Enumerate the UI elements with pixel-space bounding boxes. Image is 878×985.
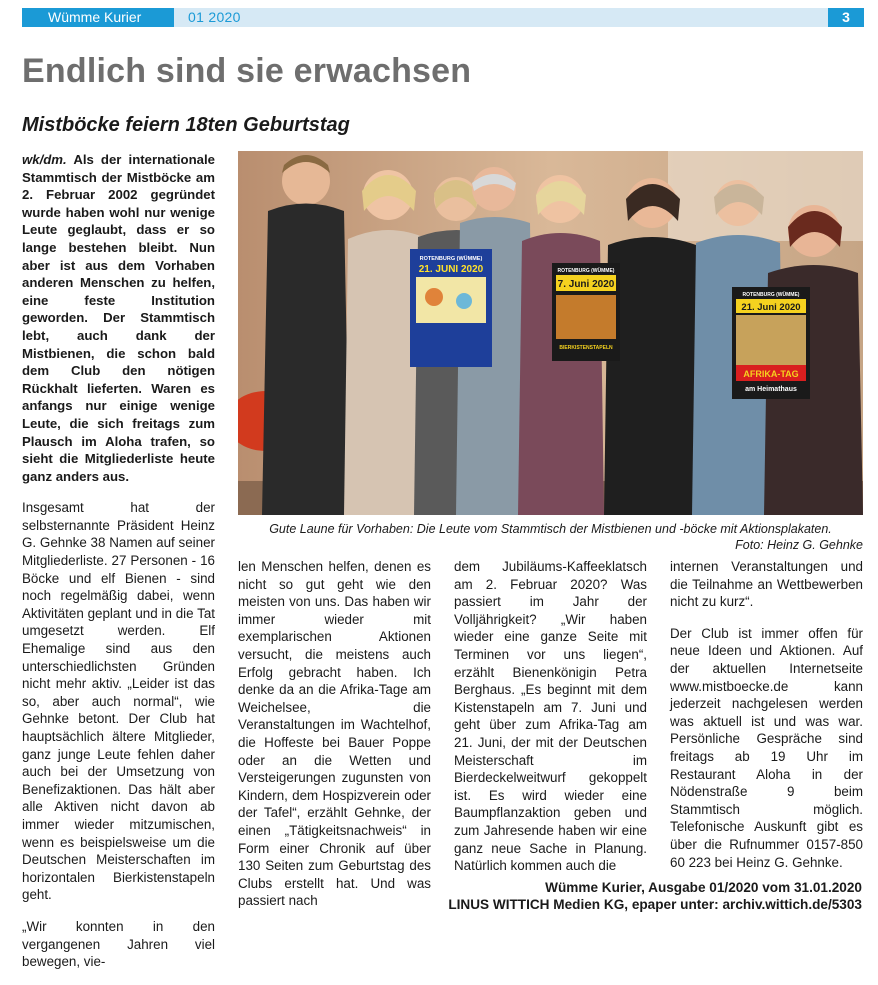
- poster-title: AFRIKA-TAG: [743, 369, 799, 379]
- article-column-1: [22, 151, 215, 985]
- body-paragraph: Insgesamt hat der selbsternannte Präsident Heinz G. Gehnke 38 Namen auf seiner Mitgliederliste. 27 Personen - 16 Böcke und elf Bienen - sind noch regelmäßig dabei, wenn Aktivitäten geplant und in die Tat umgesetzt werden. Elf Ehemalige sind aus den unterschiedlichsten Gründen nicht mehr aktiv. „Leider ist das so, aber auch normal“, wie Gehnke betont. Der Club hat hauptsächlich ältere Mitglieder, ganz junge Leute fehlen daher auch bei der Umsetzung von Benefizaktionen. Das hält aber alle Aktiven nicht davon ab immer wieder mitzumischen, wenn es beispielsweise um die Deutschen Meisterschaften im horizontalen Bierkistenstapeln geht.: [22, 500, 215, 903]
- source-line-2: LINUS WITTICH Medien KG, epaper unter: archiv.wittich.de/5303: [448, 897, 862, 912]
- poster-text: ROTENBURG (WÜMME): [557, 268, 615, 274]
- article-subheadline: Mistböcke feiern 18ten Geburtstag: [22, 114, 350, 136]
- person-figure: [262, 155, 350, 515]
- article-column-3: [454, 558, 647, 889]
- poster-date: 7. Juni 2020: [557, 279, 615, 290]
- photo-credit: Foto: Heinz G. Gehnke: [735, 538, 863, 552]
- byline: wk/dm.: [22, 152, 67, 167]
- body-paragraph: len Menschen helfen, denen es nicht so gut geht wie den meisten von uns. Das haben wir immer wieder mit exemplarischen Aktionen versucht, die meistens auch Erfolg gebracht haben. Ich denke da an die Afrika-Tage am Weichelsee, die Veranstaltungen im Wachtelhof, die Hoffeste bei Bauer Poppe oder an die Wetten und Versteigerungen zugunsten von Kindern, dem Hospizverein oder der Tafel“, erzählt Gehnke, der einen „Tätigkeitsnachweis“ in Form einer Chronik auf über 130 Seiten zum Geburtstag des Clubs erstellt hat. Und was passiert nach: [238, 559, 431, 909]
- article-column-4: [670, 558, 863, 885]
- event-poster-afrika-tag-left: [410, 249, 492, 367]
- poster-subtitle: am Heimathaus: [745, 386, 797, 393]
- event-poster-afrika-tag-right: [732, 287, 810, 399]
- body-paragraph: internen Veranstaltungen und die Teilnahme an Wettbewerben nicht zu kurz“.: [670, 559, 863, 610]
- body-paragraph: dem Jubiläums-Kaffeeklatsch am 2. Februar 2020? Was passiert im Jahr der Volljährigkeit? „Wir haben wieder eine ganze Seite mit Terminen vor uns liegen“, erzählt Bienenkönigin Petra Berghaus. „Es beginnt mit dem Kistenstapeln am 7. Juni und geht über zum Afrika-Tag am 21. Juni, der mit der Deutschen Meisterschaft im Bierdeckelweitwurf gekoppelt ist. Es wird wieder eine Baumpflanzaktion geben und zum Jahresende haben wir eine ganz neue Sache in Planung. Natürlich kommen auch die: [454, 559, 647, 874]
- poster-date: 21. Juni 2020: [741, 302, 801, 313]
- body-paragraph: Der Club ist immer offen für neue Ideen und Aktionen. Auf der aktuellen Internetseite www.mistboecke.de kann jederzeit nachgelesen werden was aktuell ist und was war. Persönliche Gespräche sind freitags ab 19 Uhr im Restaurant Aloha in der Nödenstraße 9 beim Stammtisch möglich. Telefonische Auskunft gibt es über die Rufnummer 0157-850 60 223 bei Heinz G. Gehnke.: [670, 625, 863, 870]
- publication-name: Wümme Kurier: [22, 8, 174, 27]
- poster-date: 21. JUNI 2020: [418, 264, 484, 275]
- poster-text: ROTENBURG (WÜMME): [419, 256, 483, 262]
- poster-title: BIERKISTENSTAPELN: [559, 345, 613, 351]
- event-poster-bierkistenstapeln: [552, 263, 620, 361]
- page-header-bar: [22, 8, 864, 27]
- article-photo: [238, 151, 863, 515]
- article-column-2: [238, 558, 431, 924]
- lead-paragraph: [22, 151, 215, 485]
- photo-caption: Gute Laune für Vorhaben: Die Leute vom Stammtisch der Mistbienen und -böcke mit Aktionsplakaten.: [269, 522, 832, 536]
- source-footer: [448, 879, 862, 913]
- issue-label: 01 2020: [188, 9, 241, 25]
- article-headline: Endlich sind sie erwachsen: [22, 52, 472, 90]
- poster-text: ROTENBURG (WÜMME): [742, 292, 800, 298]
- lead-text: Als der internationale Stammtisch der Mistböcke am 2. Februar 2002 gegründet wurde haben wohl nur wenige Leute geglaubt, dass er so lange bestehen bleibt. Nun aber ist aus dem Vorhaben anderen Menschen zu helfen, eine feste Institution geworden. Der Stammtisch lebt, auch dank der Mistbienen, die schon bald dem Club den nötigen Rückhalt lieferten. Waren es anfangs nur einige wenige Leute, die sich freitags zum Plausch im Aloha trafen, so sieht die Mitgliederliste heute ganz anders aus.: [22, 152, 215, 484]
- page-number: 3: [828, 8, 864, 27]
- body-paragraph: „Wir konnten in den vergangenen Jahren viel bewegen, vie-: [22, 918, 215, 970]
- source-line-1: Wümme Kurier, Ausgabe 01/2020 vom 31.01.2020: [545, 880, 862, 895]
